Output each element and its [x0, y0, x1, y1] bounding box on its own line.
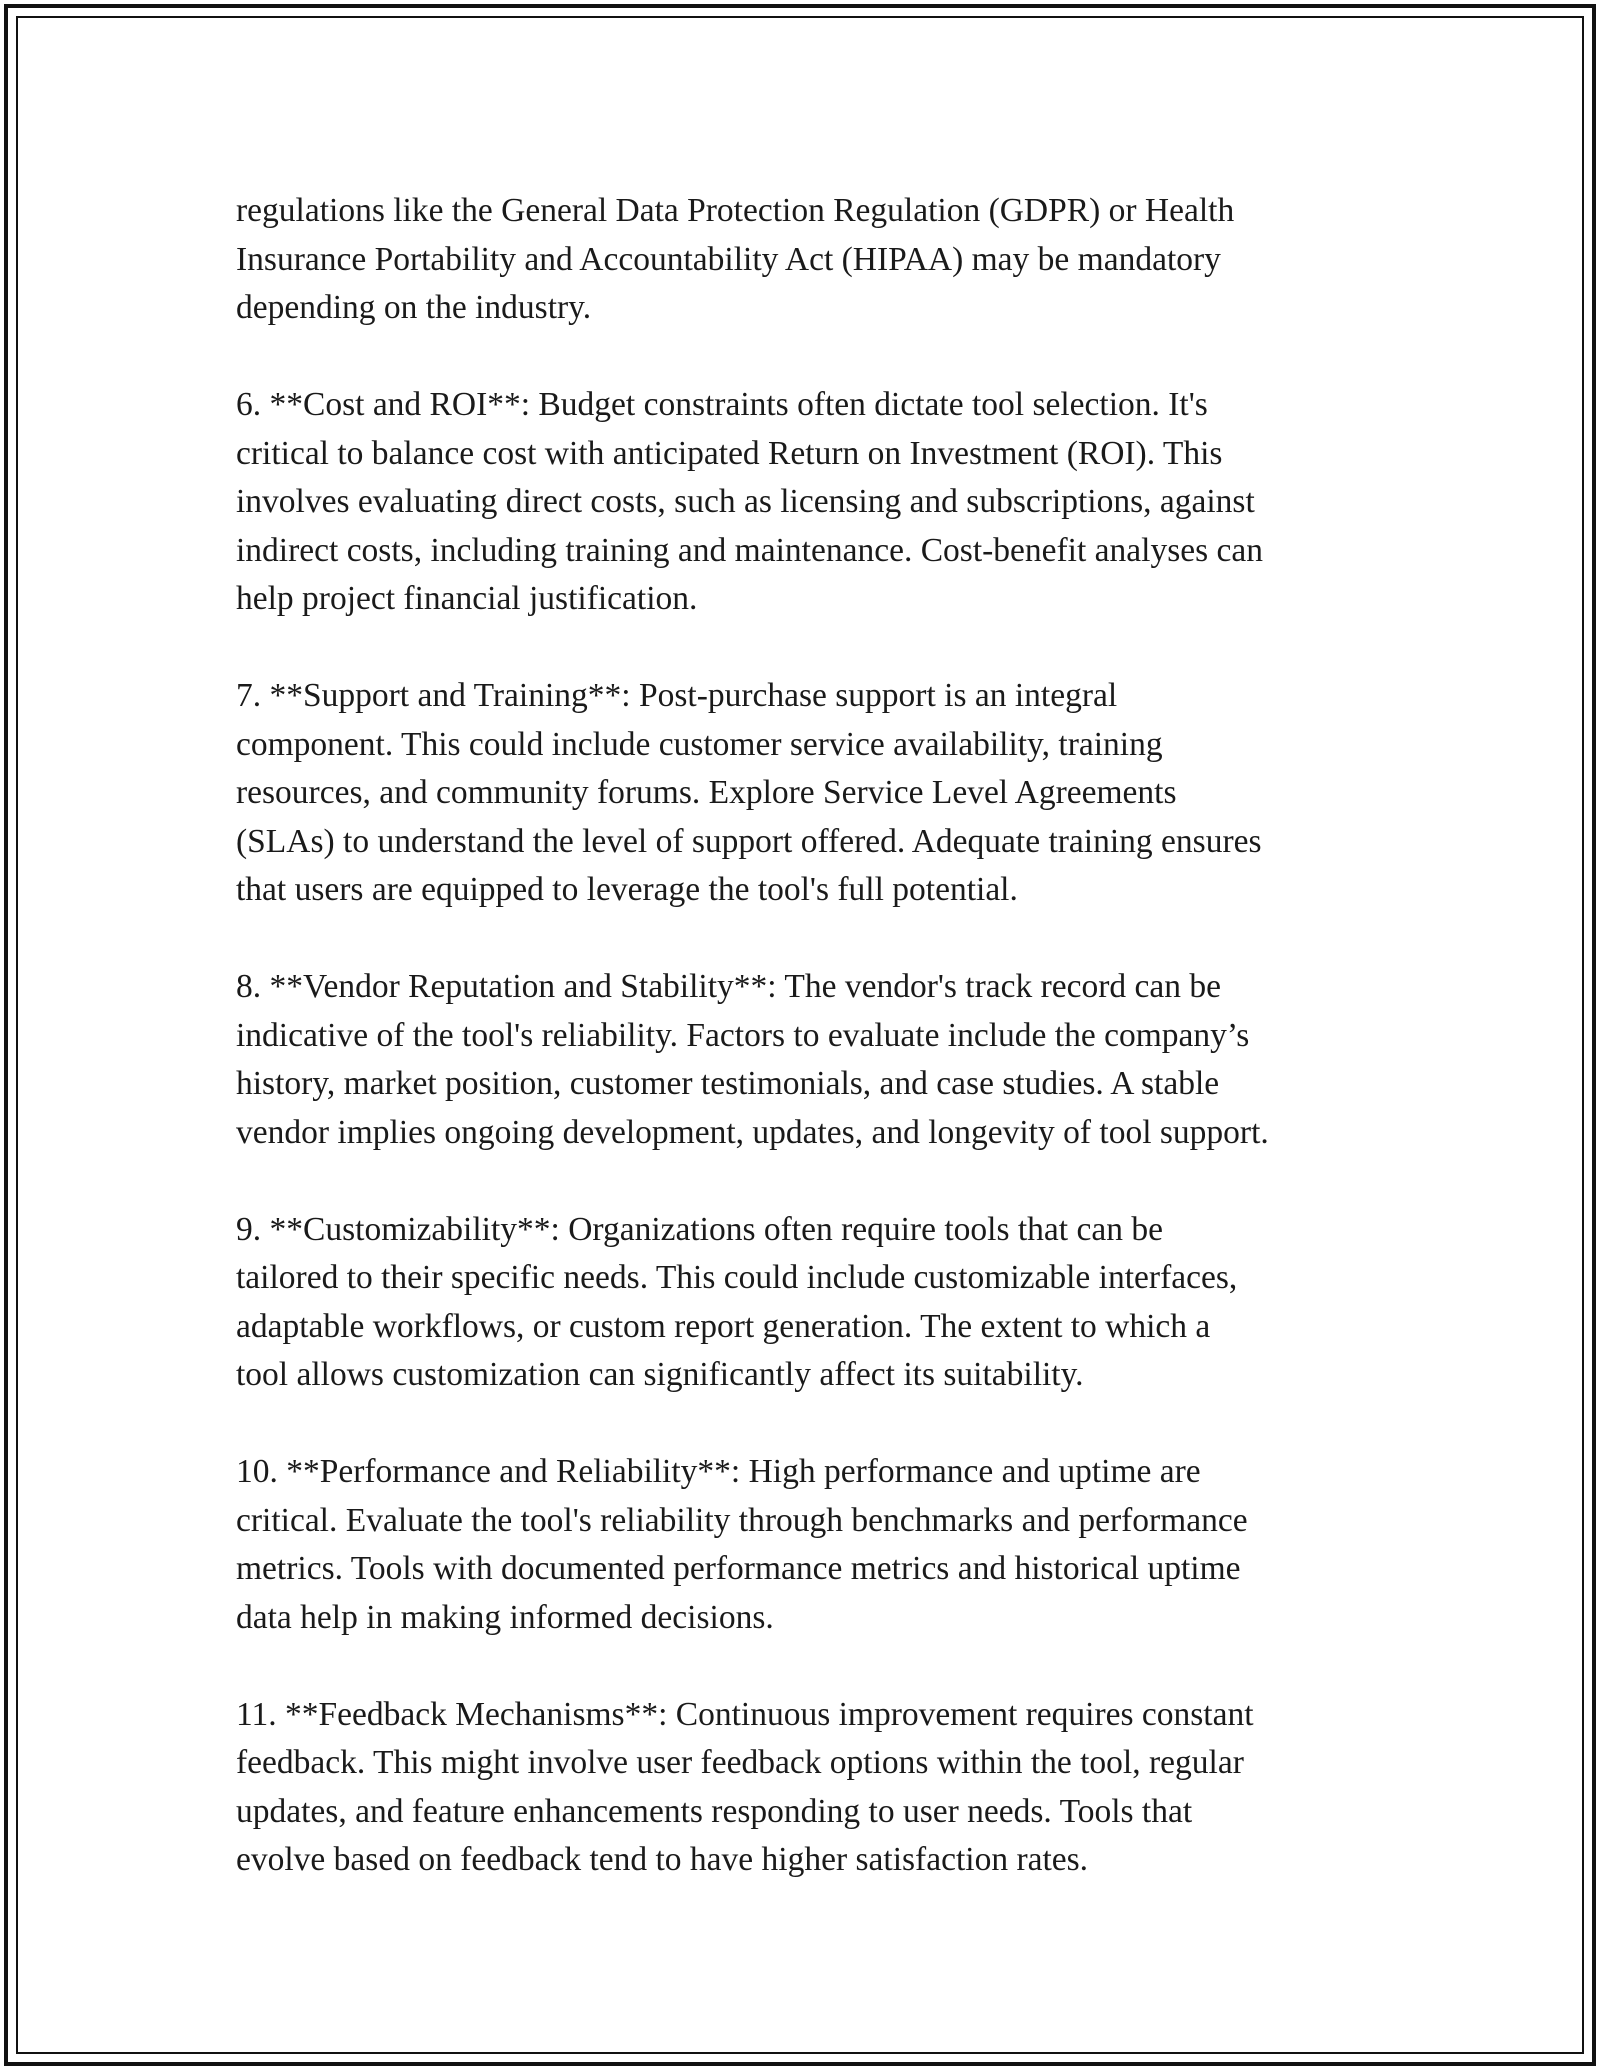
paragraph-regulations-continued: regulations like the General Data Protection Regulation (GDPR) or Health Insurance Portability and Accountability Act (HIPAA) may be mandatory depending on the industry.	[236, 192, 1235, 326]
paragraph-customizability: 9. **Customizability**: Organizations often require tools that can be tailored to their specific needs. This could include customizable interfaces, adaptable workflows, or custom report generation. The extent to which a tool allows customization can significantly affect its suitability.	[236, 1210, 1238, 1393]
paragraph-vendor-reputation: 8. **Vendor Reputation and Stability**: The vendor's track record can be indicative of the tool's reliability. Factors to evaluate include the company’s history, market position, customer testimonials, and case studies. A stable vendor implies ongoing development, updates, and longevity of tool support.	[236, 968, 1269, 1151]
paragraph-feedback-mechanisms: 11. **Feedback Mechanisms**: Continuous improvement requires constant feedback. This might involve user feedback options within the tool, regular updates, and feature enhancements responding to user needs. Tools that evolve based on feedback tend to have higher satisfaction rates.	[236, 1695, 1254, 1878]
paragraph-performance-reliability: 10. **Performance and Reliability**: High performance and uptime are critical. Evaluate the tool's reliability through benchmarks and performance metrics. Tools with documented performance metrics and historical uptime data help in making informed decisions.	[236, 1453, 1248, 1636]
paragraph-cost-and-roi: 6. **Cost and ROI**: Budget constraints often dictate tool selection. It's critical to balance cost with anticipated Return on Investment (ROI). This involves evaluating direct costs, such as licensing and subscriptions, against indirect costs, including training and maintenance. Cost-benefit analyses can help project financial justification.	[236, 386, 1264, 617]
document-body	[236, 187, 1376, 1933]
paragraph-support-and-training: 7. **Support and Training**: Post-purchase support is an integral component. This could include customer service availability, training resources, and community forums. Explore Service Level Agreements (SLAs) to understand the level of support offered. Adequate training ensures that users are equipped to leverage the tool's full potential.	[236, 677, 1262, 908]
